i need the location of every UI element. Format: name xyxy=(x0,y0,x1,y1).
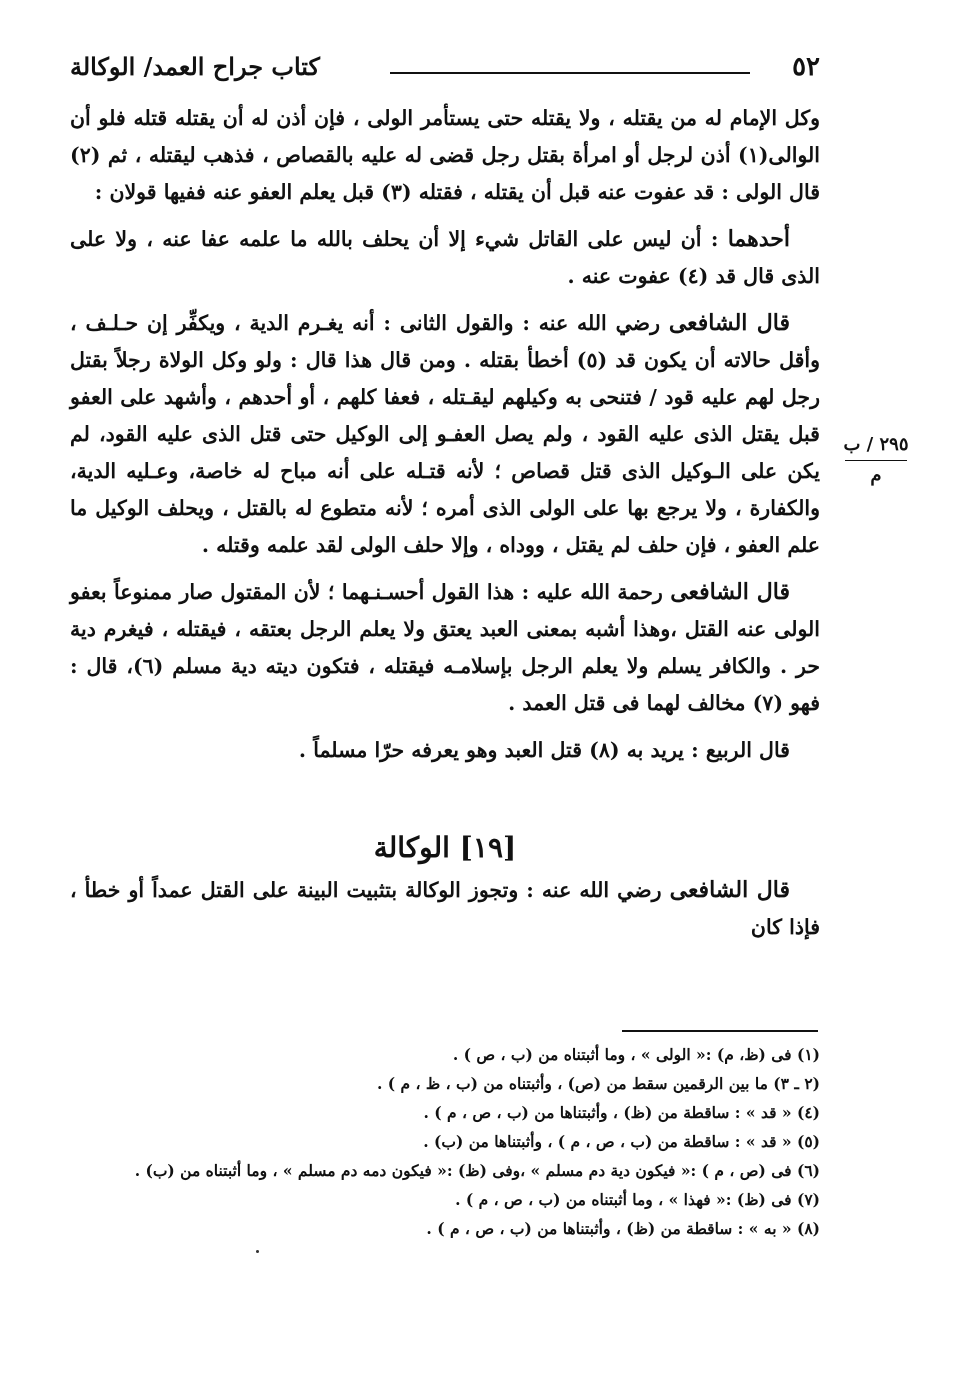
header-rule xyxy=(390,72,750,74)
footnote-1: (١) فى (ظ، م) :« الولى » ، وما أثبتناه من (ب ، ص ) . xyxy=(452,1045,820,1064)
section-heading: [١٩] الوكالة xyxy=(373,831,517,864)
paragraph-1 xyxy=(70,100,820,211)
paragraph-2 xyxy=(70,221,820,295)
footnote-5: (٦) فى (ص ، م ) :« فيكون دية دم مسلم » ،وفى (ظ) :« فيكون دمه دم مسلم » ، وما أثبتناه من (ب) . xyxy=(134,1161,820,1180)
paragraph-text: : أن ليس على القاتل شيء إلا أن يحلف بالله ما علمه عفا عنه ، ولا على الذى قال قد (٤) عفوت عنه . xyxy=(70,227,820,288)
footnote-6: (٧) فى (ظ) :« فهذا » ، وما أثبتناه من (ب ، ص ، م ) . xyxy=(455,1190,820,1209)
scan-speck xyxy=(256,1250,259,1253)
paragraph-text: رضي الله عنه : والقول الثانى : أنه يغـرم الدية ، ويكفِّر إن حـلـف ، وأقل حالاته أن يكون قد (٥) أخطأ بقتله . ومن قال هذا قال : ولو وكل الولاة رجلاً بقتل رجل لهم عليه قود / فتنحى به وكيلهم ليقـتله ، فعفا كلهم ، أو أحدهم ، وأشهد على العفو قبل يقتل الذى عليه القود ، ولم يصل العفـو إلى الوكيل حتى قتل الذى عليه القود، لم يكن على الـوكيل الذى قتل قصاص ؛ لأنه قتـله على أنه مباح له خاصة، وعـليه الدية، والكفارة ، ولا يرجع بها على الولى الذى أمره ؛ لأنه متطوع له بالقتل ، ويحلف الوكيل ما علم العفو ، فإن حلف لم يقتل ، ووداه ، وإلا حلف الولى لقد علمه وقتله . xyxy=(70,311,821,557)
paragraph-4 xyxy=(70,574,820,722)
footnote-2: (٢ ـ ٣) ما بين الرقمين سقط من (ص) ، وأثبتناه من (ب ، ظ ، م ) . xyxy=(377,1074,820,1093)
footnote-4: (٥) « قد » : ساقطة من (ب ، ص ، م ) ، وأثبتناها من (ب) . xyxy=(423,1132,820,1151)
paragraph-3 xyxy=(70,305,820,564)
paragraph-text: وكل الإمام له من يقتله ، ولا يقتله حتى يستأمر الولى ، فإن أذن له أن يقتله قتله فلو أن الوالى(١) أذن لرجل أو امرأة بقتل رجل قضى له عليه بالقصاص ، فذهب ليقتله ، ثم (٢) قال الولى : قد عفوت عنه قبل أن يقتله ، فقتله (٣) قبل يعلم العفو عنه ففيها قولان : xyxy=(70,106,820,204)
running-title: كتاب جراح العمد/ الوكالة xyxy=(70,52,320,81)
footnote-3: (٤) « قد » : ساقطة من (ظ) ، وأثبتناها من (ب ، ص ، م ) . xyxy=(423,1103,820,1122)
manuscript-siglum: م xyxy=(870,465,882,486)
section-paragraph xyxy=(70,872,820,946)
footnote-rule xyxy=(622,1030,818,1032)
paragraph-lead: أحدهما xyxy=(727,226,790,252)
paragraph-text: رحمة الله عليه : هذا القول أحسـنـهما ؛ لأن المقتول صار ممنوعاً بعفو الولى عنه القتل ،وهذا أشبه بمعنى العبد يعتق ولا يعلم الرجل بعتقه ، فيقتله ، فيغرم دية حر . والكافر يسلم ولا يعلم الرجل بإسلامـه فيقتله ، فتكون ديته دية مسلم (٦)، قال : فهو (٧) مخالف لهما فى قتل العمد . xyxy=(70,580,820,715)
margin-rule xyxy=(845,460,907,461)
page-number: ٥٢ xyxy=(792,52,820,82)
paragraph-lead: قال الشافعى xyxy=(668,310,790,336)
paragraph-text: قال الربيع : يريد به (٨) قتل العبد وهو يعرفه حرّا مسلماً . xyxy=(298,738,790,762)
margin-folio-note xyxy=(836,432,916,489)
main-text xyxy=(70,100,820,956)
paragraph-text: رضي الله عنه : وتجوز الوكالة بتثبيت البينة على القتل عمداً أو خطأ ، فإذا كان xyxy=(70,878,820,939)
footnote-7: (٨) « به » : ساقطة من (ظ) ، وأثبتناها من (ب ، ص ، م ) . xyxy=(426,1219,820,1238)
page-header xyxy=(70,50,820,90)
paragraph-lead: قال الشافعى xyxy=(669,877,790,903)
footnotes xyxy=(100,1040,820,1243)
folio-reference: ٢٩٥ / ب xyxy=(843,434,909,455)
paragraph-5 xyxy=(70,732,820,769)
paragraph-lead: قال الشافعى xyxy=(670,579,790,605)
